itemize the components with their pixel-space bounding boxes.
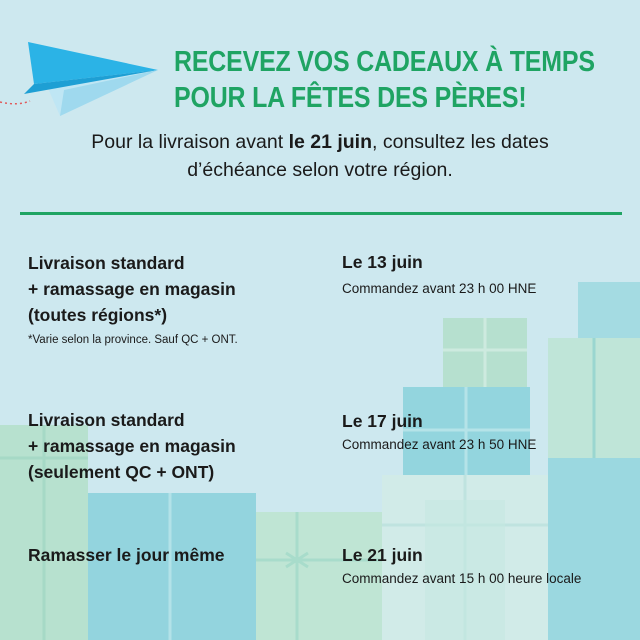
row-2-title-line: Livraison standard — [28, 410, 185, 430]
row-3-deadline: Commandez avant 15 h 00 heure locale — [342, 571, 582, 586]
paper-plane-icon — [0, 28, 170, 118]
intro-bold-date: le 21 juin — [288, 131, 373, 153]
row-3-title-line: Ramasser le jour même — [28, 545, 225, 565]
row-2-title-line: + ramassage en magasin — [28, 436, 236, 456]
row-1-date: Le 13 juin — [342, 252, 423, 272]
row-3-title — [28, 542, 225, 568]
row-2-title-line: (seulement QC + ONT) — [28, 462, 215, 482]
divider — [20, 212, 622, 215]
row-1-note: *Varie selon la province. Sauf QC + ONT. — [28, 334, 238, 346]
row-2-date: Le 17 juin — [342, 411, 423, 431]
row-1-title — [28, 250, 236, 328]
intro-text — [40, 128, 600, 184]
intro-before: Pour la livraison avant — [91, 131, 289, 153]
row-2-deadline: Commandez avant 23 h 50 HNE — [342, 437, 537, 452]
headline-line-2: POUR LA FÊTES DES PÈRES! — [174, 82, 527, 114]
intro-after: , consultez les dates d’échéance selon votre région. — [187, 131, 549, 181]
row-2-title — [28, 407, 236, 485]
row-1-title-line: Livraison standard — [28, 253, 185, 273]
row-1-title-line: (toutes régions*) — [28, 305, 168, 325]
headline-line-1: RECEVEZ VOS CADEAUX À TEMPS — [174, 46, 595, 78]
row-1-title-line: + ramassage en magasin — [28, 279, 236, 299]
headline — [174, 44, 595, 116]
row-3-date: Le 21 juin — [342, 545, 423, 565]
row-1-deadline: Commandez avant 23 h 00 HNE — [342, 281, 537, 296]
